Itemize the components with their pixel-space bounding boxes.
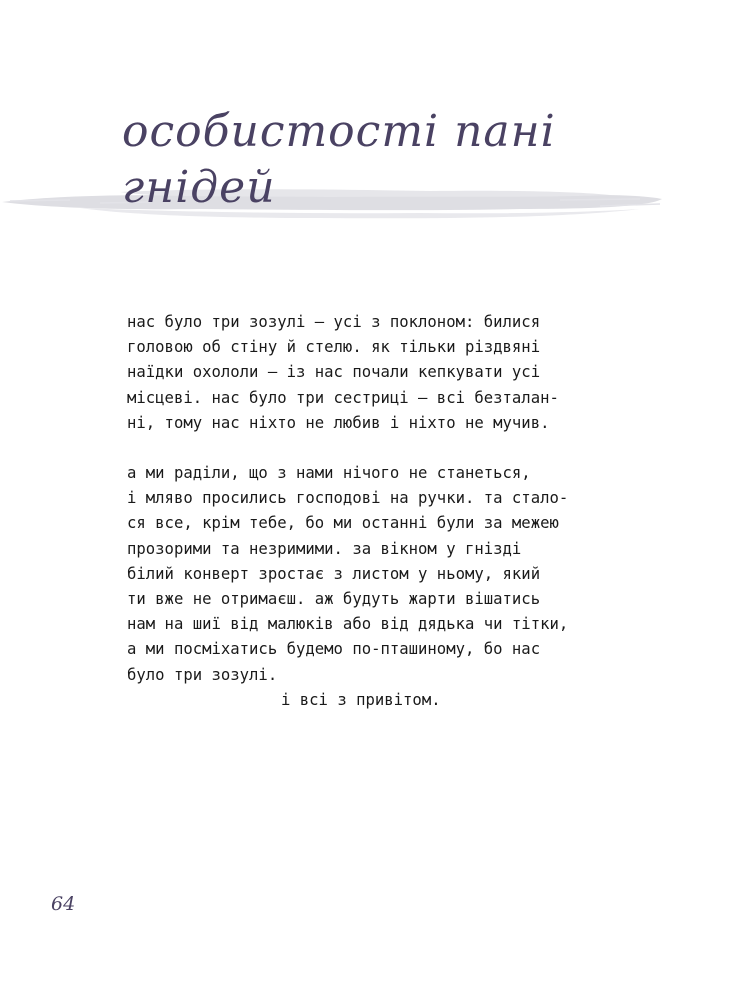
- paragraph: [127, 461, 622, 713]
- text-line: наїдки охололи — із нас почали кепкувати усі: [127, 363, 541, 382]
- text-line: прозорими та незримими. за вікном у гнізді: [127, 539, 522, 558]
- text-line: місцеві. нас було три сестриці — всі безталан-: [127, 388, 559, 407]
- title-line: особистості пані: [122, 106, 556, 157]
- text-line: ся все, крім тебе, бо ми останні були за межею: [127, 514, 559, 533]
- title-line: гнідей: [122, 162, 276, 213]
- page-title: [122, 104, 662, 216]
- text-line: було три зозулі.: [127, 665, 278, 684]
- text-line: а ми раділи, що з нами нічого не станеться,: [127, 464, 531, 483]
- text-line: білий конверт зростає з листом у ньому, який: [127, 564, 541, 583]
- paragraph: [127, 310, 622, 436]
- text-line: ні, тому нас ніхто не любив і ніхто не мучив.: [127, 413, 550, 432]
- text-line: а ми посміхатись будемо по-пташиному, бо нас: [127, 640, 541, 659]
- text-line: головою об стіну й стелю. як тільки різдвяні: [127, 338, 541, 357]
- closing-line: і всі з привітом.: [281, 690, 441, 709]
- page-number: 64: [51, 893, 76, 915]
- text-line: нас було три зозулі — усі з поклоном: билися: [127, 313, 541, 331]
- text-line: ти вже не отримаєш. аж будуть жарти вішатись: [127, 590, 541, 609]
- text-line: і мляво просились господові на ручки. та стало-: [127, 489, 569, 508]
- poem-body: [127, 310, 622, 713]
- text-line: нам на шиї від малюків або від дядька чи тітки,: [127, 615, 569, 634]
